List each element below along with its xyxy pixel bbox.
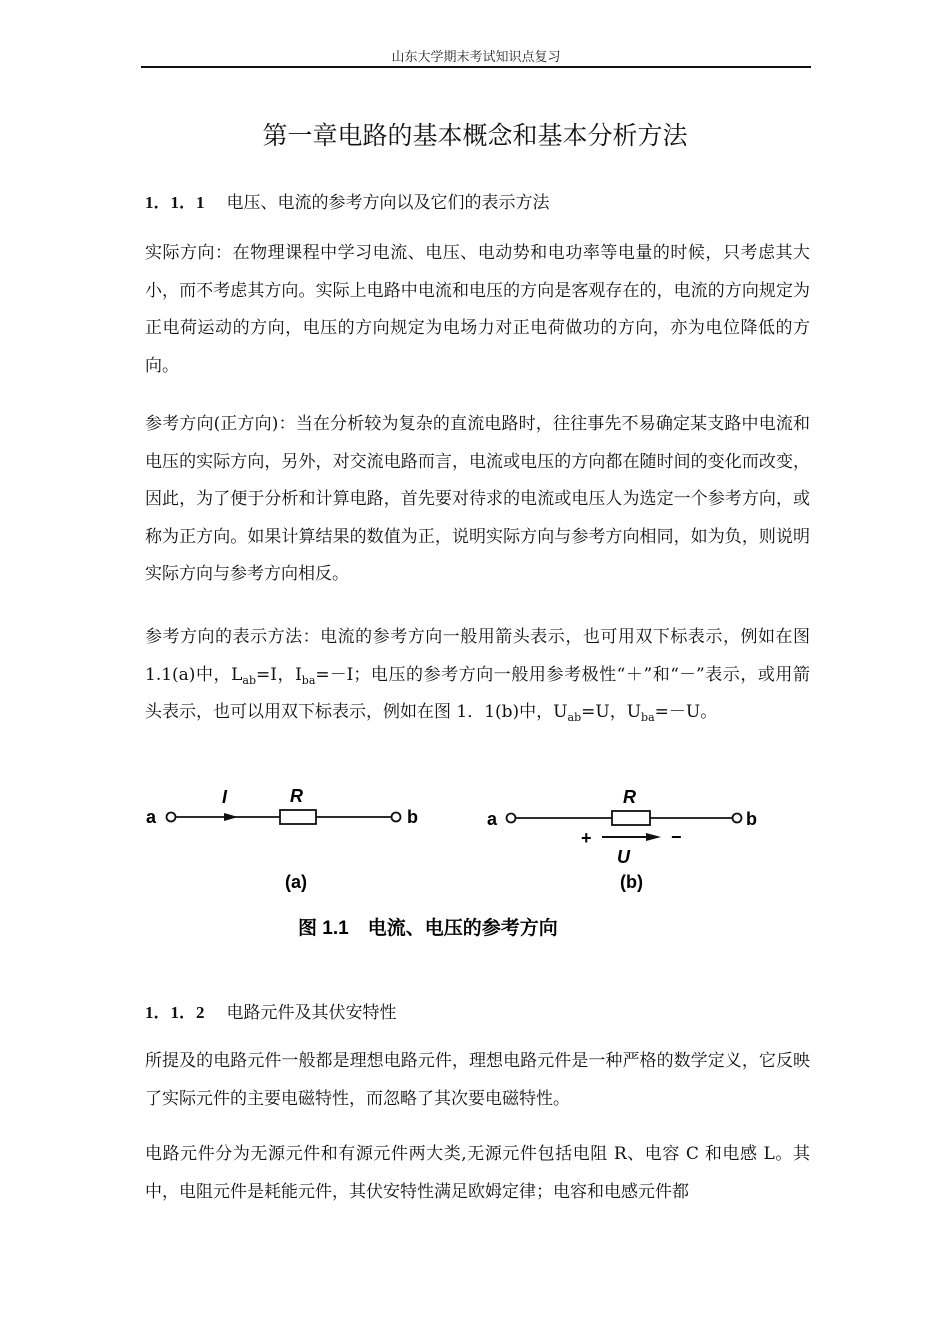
section-title: 电路元件及其伏安特性 <box>226 1003 397 1023</box>
caption-b: (b) <box>620 872 643 892</box>
circuit-a <box>146 786 418 892</box>
voltage-label: U <box>617 847 630 867</box>
terminal-b <box>392 813 401 822</box>
resistor-label: R <box>623 787 636 807</box>
current-label: I <box>222 787 228 807</box>
circuit-diagrams <box>140 780 820 960</box>
node-a-label: a <box>146 807 157 827</box>
section-title: 电压、电流的参考方向以及它们的表示方法 <box>226 193 550 213</box>
running-header: 山东大学期末考试知识点复习 <box>391 50 561 65</box>
voltage-arrow-icon <box>646 833 661 841</box>
header-rule <box>141 66 811 68</box>
caption-a: (a) <box>285 872 307 892</box>
section-number: 1．1．1 <box>145 193 205 212</box>
paragraph-notation: 参考方向的表示方法：电流的参考方向一般用箭头表示，也可用双下标表示，例如在图 1.1(a)中，$L_{ab}=I$，$I_{ba}=-I$；电压的参考方向一般用参考极性“＋”和“－”表示，或用箭头表示，也可以用双下标表示，例如在图 1．1(b)中，$U_{ab}=U$，$U_{ba}=-U$。 <box>145 627 810 724</box>
terminal-a <box>167 813 176 822</box>
plus-polarity: + <box>581 828 592 848</box>
resistor-b <box>612 811 650 825</box>
terminal-b <box>733 814 742 823</box>
terminal-a <box>507 814 516 823</box>
circuit-b <box>487 787 757 892</box>
chapter-title: 第一章电路的基本概念和基本分析方法 <box>262 121 688 150</box>
paragraph-element-types: 电路元件分为无源元件和有源元件两大类,无源元件包括电阻 R、电容 C 和电感 L。其中，电阻元件是耗能元件，其伏安特性满足欧姆定律；电容和电感元件都 <box>145 1144 810 1202</box>
node-a-label: a <box>487 809 498 829</box>
paragraph-reference-direction: 参考方向(正方向)：当在分析较为复杂的直流电路时，往往事先不易确定某支路中电流和电压的实际方向，另外，对交流电路而言，电流或电压的方向都在随时间的变化而改变，因此，为了便于分析和计算电路，首先要对待求的电流或电压人为选定一个参考方向，或称为正方向。如果计算结果的数值为正，说明实际方向与参考方向相同，如为负，则说明实际方向与参考方向相反。 <box>145 414 810 584</box>
minus-polarity: − <box>671 827 682 847</box>
section-heading-1-1-1 <box>145 188 550 213</box>
section-heading-1-1-2 <box>145 998 397 1023</box>
current-arrow-icon <box>224 813 238 821</box>
paragraph-ideal-elements: 所提及的电路元件一般都是理想电路元件，理想电路元件是一种严格的数学定义，它反映了实际元件的主要电磁特性，而忽略了其次要电磁特性。 <box>145 1051 810 1109</box>
node-b-label: b <box>407 807 418 827</box>
resistor-a <box>280 810 316 824</box>
figure-1-1 <box>140 780 820 960</box>
resistor-label: R <box>290 786 303 806</box>
section-number: 1．1．2 <box>145 1003 205 1022</box>
paragraph-actual-direction: 实际方向：在物理课程中学习电流、电压、电动势和电功率等电量的时候，只考虑其大小，而不考虑其方向。实际上电路中电流和电压的方向是客观存在的，电流的方向规定为正电荷运动的方向，电压的方向规定为电场力对正电荷做功的方向，亦为电位降低的方向。 <box>145 243 810 376</box>
figure-caption: 图 1.1 电流、电压的参考方向 <box>298 918 558 939</box>
node-b-label: b <box>746 809 757 829</box>
